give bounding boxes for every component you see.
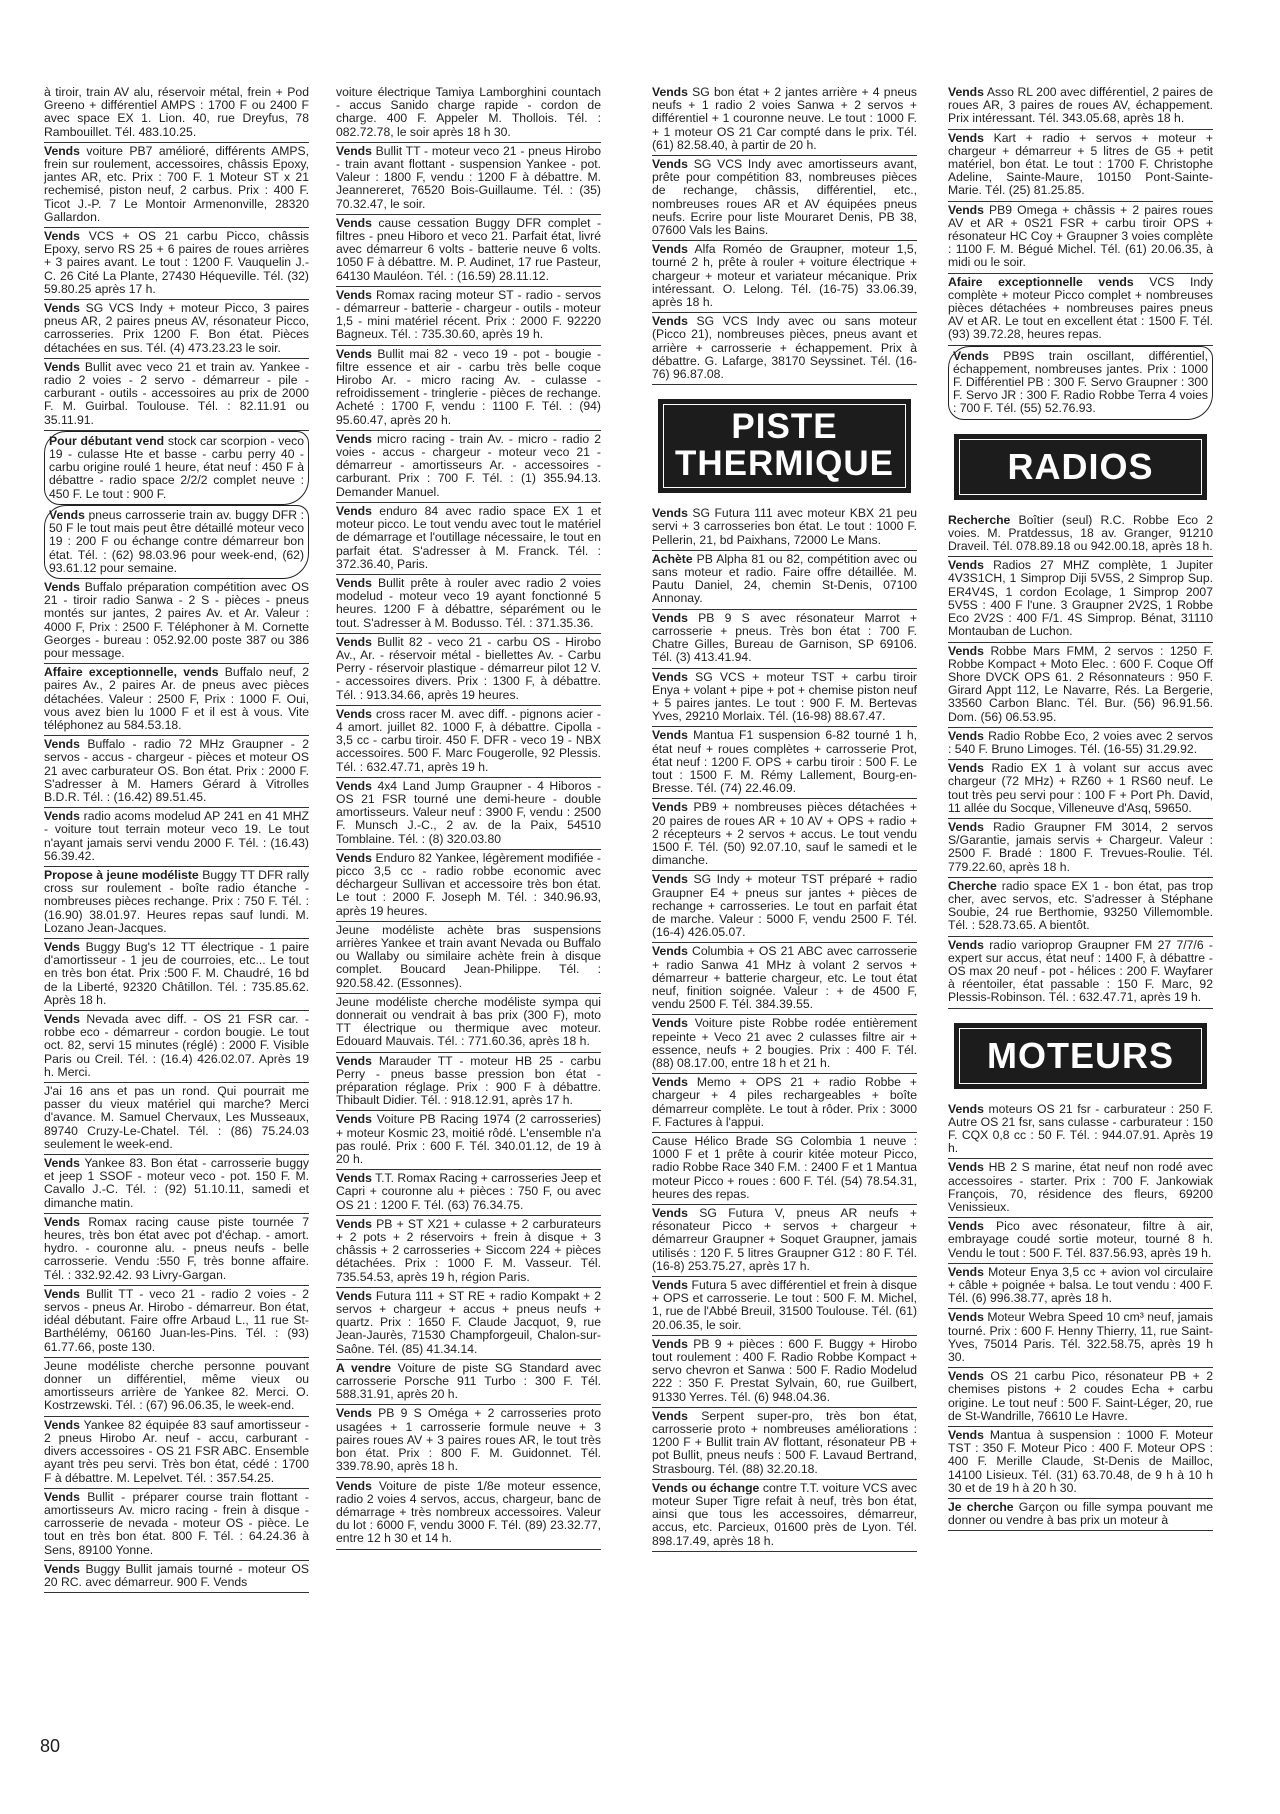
classified-ad bbox=[948, 1218, 1213, 1264]
classified-ad bbox=[336, 84, 601, 143]
ad-text: Bullit 82 - veco 21 - carbu OS - Hirobo Av., Ar. - réservoir métal - biellettes Av. - Carbu Perry - réservoir plastique - démarreur pilot 12 V. - accessoires divers. Prix : 1300 F, à débattre. Tél. : 913.34.66, après 19 heures. bbox=[336, 634, 602, 702]
ad-lead: Vends bbox=[44, 1561, 80, 1576]
classified-ad bbox=[652, 1277, 917, 1336]
classified-ad bbox=[44, 664, 309, 736]
ad-lead: Vends bbox=[652, 1278, 688, 1293]
classified-ad bbox=[336, 431, 601, 503]
ad-text: Robbe Mars FMM, 2 servos : 1250 F. Robbe Kompact + Moto Elec. : 600 F. Coque Off Shore DVCK OPS 61. 2 Résonnateurs : 950 F. Girard Appt 112, Le Navarre, Rés. La Bergerie, 33560 Carbon Blanc. Tél. Bur. (56) 96.91.56. Dom. (56) 06.53.95. bbox=[948, 643, 1213, 724]
classified-ad bbox=[44, 939, 309, 1011]
classified-ad bbox=[44, 579, 309, 664]
ad-text: VCS + OS 21 carbu Picco, châssis Epoxy, servo RS 25 + 6 paires de roues arrières + 3 paires avant. Le tout : 1200 F. Vauquelin J.-C. 26 Cité La Plante, 27430 Héqueville. Tél. (32) 59.80.25 après 17 h. bbox=[44, 229, 309, 296]
ad-text: PB 9 S Oméga + 2 carrosseries proto usagées + 1 carrosserie formule neuve + 3 paires roues AV + 3 paires roues AR, le tout très bon état. Prix : 800 F. M. Guidonnet. Tél. 339.78.90, après 18 h. bbox=[336, 1406, 601, 1474]
ad-lead: Vends bbox=[948, 1369, 984, 1384]
ad-lead: Vends bbox=[336, 1112, 372, 1127]
ad-text: SG VCS Indy avec ou sans moteur (Picco 21), nombreuses pièces, pneus avant et arrière + carrosserie + échappement. Prix à débattre. G. Lafarge, 38170 Seyssinet. Tél. (16-76) 96.87.08. bbox=[652, 314, 918, 382]
ad-text: SG Futura 111 avec moteur KBX 21 peu servi + 3 carrosseries bon état. Le tout : 1000 F. Pellerin, 21, bd Paixhans, 72000 Le Mans. bbox=[652, 506, 918, 547]
ad-text: Voiture PB Racing 1974 (2 carrosseries) + moteur Kosmic 23, moitié rôdé. L'ensemble n'a pas roulé. Prix : 600 F. Tél. 340.01.12, de 19 à 20 h. bbox=[336, 1112, 601, 1167]
classified-ad bbox=[652, 1336, 917, 1408]
classified-ad bbox=[336, 850, 601, 922]
ad-text: HB 2 S marine, état neuf non rodé avec accessoires - starter. Prix : 700 F. Jankowiak François, 70, résidence des fleurs, 69200 Venissieux. bbox=[948, 1160, 1213, 1214]
ad-lead: Vends bbox=[948, 761, 984, 776]
ad-text: T.T. Romax Racing + carrosseries Jeep et Capri + couronne alu + pièces : 750 F, ou avec OS 21 : 1200 F. Tél. (63) 76.34.75. bbox=[336, 1171, 601, 1212]
ad-text: micro racing - train Av. - micro - radio 2 voies - accus - chargeur - moteur veco 21 - démarreur - amortisseurs Ar. - accessoires - carburant. Prix : 700 F. Tél. : (1) 355.94.13. Demander Manuel. bbox=[336, 431, 601, 499]
ad-lead: Vends bbox=[652, 872, 688, 887]
ad-lead: Vends bbox=[336, 1406, 372, 1421]
ad-lead: Vends bbox=[336, 778, 372, 793]
ad-text: Jeune modéliste achète bras suspensions arrières Yankee et train avant Nevada ou Buffalo ou Wallaby ou similaire achète frein à disque complet. Boucard Jean-Philippe. Tél. : 920.58.42. (Essonnes). bbox=[336, 922, 601, 990]
ad-lead: Vends bbox=[948, 202, 984, 217]
ad-lead: Vends bbox=[336, 346, 372, 361]
classified-ad bbox=[948, 728, 1213, 760]
ad-lead: Vends bbox=[652, 1075, 688, 1090]
ad-text: SG Indy + moteur TST préparé + radio Graupner E4 + pneus sur jantes + pièces de rechange + carrosseries. Le tout en parfait état de marche. Valeur : 5000 F, vendu 2500 F. Tél. (16-4) 426.05.07. bbox=[652, 872, 917, 940]
ad-lead: Vends bbox=[652, 242, 688, 257]
classified-ad bbox=[336, 1170, 601, 1216]
classified-ad-circled bbox=[948, 346, 1213, 420]
classified-ad bbox=[948, 1159, 1213, 1218]
ad-text: PB9 + nombreuses pièces détachées + 20 paires de roues AR + 10 AV + OPS + radio + 2 récepteurs + 2 servos + accus. Le tout vendu 1500 F. Tél. (50) 92.07.10, sauf le samedi et le dimanche. bbox=[652, 800, 917, 868]
classified-ad bbox=[652, 84, 917, 156]
classified-ad bbox=[652, 241, 917, 313]
section-banner-line: RADIOS bbox=[1007, 445, 1154, 487]
ad-lead: Recherche bbox=[948, 512, 1011, 527]
ad-text: Voiture de piste 1/8e moteur essence, radio 2 voies 4 servos, accus, chargeur, banc de démarrage + très nombreux accessoires. Valeur du lot : 6000 F, vendu 3000 F. Tél. (89) 23.32.77, entre 12 h 30 et 14 h. bbox=[336, 1478, 601, 1546]
classified-ad bbox=[948, 1264, 1213, 1310]
section-banner-line: PISTE bbox=[731, 407, 838, 447]
classified-ad bbox=[336, 1405, 601, 1477]
ad-lead: Vends bbox=[953, 348, 989, 363]
ad-lead: Vends bbox=[44, 1489, 80, 1504]
ad-text: Radio Graupner FM 3014, 2 servos S/Garantie, jamais servis + Chargeur. Valeur : 2500 F. Bradé : 1800 F. Trevues-Roulie. Tél. 779.22.60, après 18 h. bbox=[948, 819, 1214, 874]
ad-lead: Vends bbox=[44, 229, 80, 244]
ad-lead: Vends bbox=[44, 809, 80, 824]
classified-ad bbox=[44, 143, 309, 228]
classified-ad bbox=[44, 1286, 309, 1358]
classified-ad bbox=[44, 1417, 309, 1489]
classified-ad bbox=[948, 274, 1213, 346]
classified-ad bbox=[948, 643, 1213, 728]
ad-lead: Vends bbox=[948, 643, 984, 658]
classified-ad bbox=[44, 867, 309, 939]
ad-text: radio acoms modelud AP 241 en 41 MHZ - voiture tout terrain moteur veco 19. Le tout n'ayant jamais servi vendu 2000 F. Tél. : (16.43) 56.39.42. bbox=[44, 809, 309, 863]
ad-text: VCS Indy complète + moteur Picco complet + nombreuses pièces détachées + nombreuses paires pneus AV et AR. Le tout en excellent état : 1500 F. Tél. (93) 39.72.28, heures repas. bbox=[948, 274, 1214, 342]
ad-text: Romax racing moteur ST - radio - servos - démarreur - batterie - chargeur - outils - moteur 1,5 - mini matériel récent. Prix : 2000 F. 92220 Bagneux. Tél. : 735.30.60, après 19 h. bbox=[336, 287, 602, 342]
classified-ad bbox=[652, 505, 917, 551]
ad-lead: Vends bbox=[652, 669, 688, 684]
section-banner-line: MOTEURS bbox=[987, 1034, 1174, 1076]
ad-text: PB 9 + pièces : 600 F. Buggy + Hirobo tout roulement : 400 F. Radio Robbe Kompact + servo chevron et Sanwa : 500 F. Radio Modelud 222 : 350 F. Prestat Sylvain, 60, rue Guilbert, 91330 Yerres. Tél. (6) 948.04.36. bbox=[652, 1336, 917, 1404]
section-banner-line: THERMIQUE bbox=[675, 444, 894, 484]
ad-text: Bullit avec veco 21 et train av. Yankee - radio 2 voies - 2 servo - démarreur - pile - carburant - outils - accessoires au prix de 2000 F. M. Guirbal. Toulouse. Tél. : 82.11.91 ou 35.11.91. bbox=[44, 359, 309, 427]
classified-ad bbox=[652, 943, 917, 1015]
classified-ad bbox=[652, 313, 917, 385]
ad-lead: Vends bbox=[652, 1016, 688, 1031]
classified-ad bbox=[44, 84, 309, 143]
ad-text: Mantua F1 suspension 6-82 tourné 1 h, état neuf + roues complètes + carrosserie Prot, état neuf : 1200 F. OPS + carbu tiroir : 500 F. Le tout : 1500 F. M. Rémy Lallement, Bourg-en-Bresse. Tél. (74) 22.46.09. bbox=[652, 728, 917, 796]
ad-text: Bullit mai 82 - veco 19 - pot - bougie - filtre essence et air - carbu très belle coque Hirobo Ar. - micro racing Av. - culasse - refroidissement - tringlerie - pièces de rechange. Acheté : 1700 F, vendu : 1100 F. Tél. : (94) 95.60.47, après 20 h. bbox=[336, 346, 602, 427]
ad-text: Enduro 82 Yankee, légèrement modifiée - picco 3,5 cc - radio robbe economic avec déchargeur Sullivan et accessoire très bon état. Le tout : 2000 F. Joseph M. Tél. : 340.96.93, après 19 heures. bbox=[336, 850, 601, 918]
classified-ad bbox=[336, 994, 601, 1053]
ad-lead: Vends bbox=[948, 728, 984, 743]
ad-lead: Vends bbox=[336, 1216, 372, 1231]
ad-text: OS 21 carbu Pico, résonateur PB + 2 chemises pistons + 2 coudes Echa + carbu origine. Le tout neuf : 500 F. Saint-Léger, 20, rue de St-Wandrille, 76610 Le Havre. bbox=[948, 1369, 1213, 1423]
classified-ad bbox=[948, 1101, 1213, 1160]
classified-ad bbox=[652, 1480, 917, 1552]
ad-lead: Vends bbox=[948, 1264, 984, 1279]
ad-lead: Vends bbox=[44, 1214, 80, 1229]
classified-ad bbox=[336, 503, 601, 575]
ad-text: Jeune modéliste cherche personne pouvant donner un différentiel, même vieux ou amortisseurs arrière de Yankee 82. Merci. O. Kostrzewski. Tél. : (67) 96.06.35, le week-end. bbox=[44, 1358, 309, 1413]
ad-lead: Vends bbox=[652, 800, 688, 815]
classified-ad bbox=[336, 215, 601, 287]
ad-lead: Propose à jeune modéliste bbox=[44, 867, 199, 882]
classified-ad bbox=[336, 1360, 601, 1406]
ad-lead: Vends bbox=[652, 610, 688, 625]
ad-text: Moteur Webra Speed 10 cm³ neuf, jamais tourné. Prix : 600 F. Henny Thierry, 11, rue Saint-Yves, 75014 Paris. Tél. 322.58.75, après 19 h 30. bbox=[948, 1310, 1213, 1365]
ad-text: Buggy Bug's 12 TT électrique - 1 paire d'amortisseur - 1 jeu de courroies, etc... Le tout en très bon état. Prix :500 F. M. Chaudré, 16 bd de la Liberté, 92320 Châtillon. Tél. : 735.85.62. Après 18 h. bbox=[44, 939, 310, 1007]
section-banner bbox=[954, 434, 1207, 500]
ad-lead: Vends bbox=[44, 359, 80, 374]
ad-lead: Je cherche bbox=[948, 1500, 1014, 1515]
classified-ad bbox=[652, 610, 917, 669]
ad-text: Pico avec résonateur, filtre à air, embrayage coudé sortie moteur, tourné 8 h. Vendu le tout : 500 F. Tél. 837.56.93, après 19 h. bbox=[948, 1219, 1214, 1260]
ad-lead: Vends bbox=[44, 143, 80, 158]
ad-lead: Vends bbox=[652, 1408, 688, 1423]
ad-text: cause cessation Buggy DFR complet - filtres - pneu Hiboro et veco 21. Parfait état, livré avec démarreur 6 volts - batterie neuve 6 volts. 1050 F à débattre. M. P. Audinet, 17 rue Pasteur, 64130 Mauléon. Tél. : (16.59) 28.11.12. bbox=[336, 215, 602, 283]
ad-text: PB 9 S avec résonateur Marrot + carrosserie + pneus. Très bon état : 700 F. Chatre Gilles, Bureau de Garnison, SP 69106. Tél. (3) 413.41.94. bbox=[652, 610, 917, 665]
ad-column-4 bbox=[948, 84, 1213, 1531]
classified-ad bbox=[44, 1214, 309, 1286]
classified-ad bbox=[948, 84, 1213, 130]
ad-lead: Vends bbox=[948, 1219, 984, 1234]
classified-ad bbox=[336, 634, 601, 706]
ad-text: SG Futura V, pneus AR neufs + résonateur Picco + servos + chargeur + démarreur Graupner + Soquet Graupner, jamais utilisés : 120 F. 5 litres Graupner G12 : 80 F. Tél. (16-8) 253.75.27, après 17 h. bbox=[652, 1206, 917, 1273]
classified-ad bbox=[44, 1358, 309, 1417]
classified-ad bbox=[652, 1205, 917, 1277]
classified-ad bbox=[948, 819, 1213, 878]
ad-lead: Vends bbox=[948, 1428, 984, 1443]
ad-lead: Vends bbox=[336, 850, 372, 865]
ad-text: Buffalo neuf, 2 paires Av., 2 paires Ar. de pneus avec pièces détachées. Valeur : 2500 F, Prix : 1000 F. Oui, vous avez bien lu 1000 F et il est à vous. Vite téléphonez au 584.53.18. bbox=[44, 665, 310, 732]
ad-text: Bullit prête à rouler avec radio 2 voies modelud - moteur veco 19 ayant fonctionné 5 heures. 1200 F à débattre, séparément ou le tout. S'adresser à M. Bodusso. Tél. : 371.35.36. bbox=[336, 575, 601, 630]
ad-lead: Vends bbox=[652, 1206, 688, 1221]
ad-text: Voiture piste Robbe rodée entièrement repeinte + Veco 21 avec 2 culasses filtre air + essence, neufs + 2 bougies. Prix : 400 F. Tél. (88) 08.17.00, entre 18 h et 21 h. bbox=[652, 1016, 917, 1070]
ad-text: Voiture de piste SG Standard avec carrosserie Porsche 911 Turbo : 300 F. Tél. 588.31.91, après 20 h. bbox=[336, 1360, 602, 1402]
classified-ad bbox=[652, 669, 917, 728]
classified-ad bbox=[44, 808, 309, 867]
ad-text: PB9S train oscillant, différentiel, échappement, nombreuses jantes. Prix : 1000 F. Différentiel PB : 300 F. Servo Graupner : 300 F. Servo JR : 300 F. Radio Robbe Terra 4 voies : 700 F. Tél. (55) 52.76.93. bbox=[953, 348, 1208, 416]
classified-ad bbox=[336, 287, 601, 346]
classified-ad bbox=[948, 760, 1213, 819]
classified-ad bbox=[652, 156, 917, 241]
ad-lead: Vends bbox=[44, 1156, 80, 1171]
ad-lead: Vends bbox=[336, 431, 372, 446]
ad-lead: Vends bbox=[652, 85, 688, 99]
section-banner bbox=[658, 399, 911, 493]
ad-lead: Achète bbox=[652, 551, 693, 566]
classified-ad bbox=[44, 1011, 309, 1083]
classified-ad bbox=[44, 1155, 309, 1214]
classified-ad bbox=[336, 1111, 601, 1170]
ad-text: Moteur Enya 3,5 cc + avion vol circulaire + câble + poignée + balsa. Le tout vendu : 400 F. Tél. (6) 996.38.77, après 18 h. bbox=[948, 1264, 1214, 1306]
ad-text: PB Alpha 81 ou 82, compétition avec ou sans moteur et radio. Faire offre détaillée. M. Pautu Daniel, 24, chemin St-Denis, 07100 Annonay. bbox=[652, 551, 918, 606]
ad-text: radio space EX 1 - bon état, pas trop cher, avec servos, etc. S'adresser à Stéphane Soubie, 24 rue Berthomie, 93250 Villemomble. Tél. : 528.73.65. A bientôt. bbox=[948, 878, 1213, 933]
ad-text: Buffalo préparation compétition avec OS 21 - tiroir radio Sanwa - 2 S - pièces - pneus montés sur jantes, 2 paires Av. et Ar. Valeur : 4000 F, Prix : 2500 F. Téléphoner à M. Cornette Georges - bureau : 052.92.00 poste 387 ou 386 pour message. bbox=[44, 579, 309, 660]
ad-text: radio varioprop Graupner FM 27 7/7/6 - expert sur accus, état neuf : 1400 F, à débattre - OS max 20 neuf - pot - hélices : 200 F. Wayfarer à réentoiler, état passable : 150 F. Marc, 92 Plessis-Robinson. Tél. : 632.47.71, après 19 h. bbox=[948, 937, 1213, 1005]
ad-text: Romax racing cause piste tournée 7 heures, très bon état avec pot d'échap. - amort. hydro. - couronne alu. - pneus neufs - belle carrosserie. Vendu :550 F, très bonne affaire. Tél. : 332.92.42. 93 Livry-Gargan. bbox=[44, 1214, 310, 1282]
classified-ad bbox=[948, 1368, 1213, 1427]
ad-lead: Vends bbox=[336, 1288, 372, 1303]
ad-lead: Afaire exceptionnelle vends bbox=[948, 274, 1134, 289]
ad-lead: Vends bbox=[336, 575, 372, 590]
classified-ad bbox=[336, 922, 601, 994]
ad-text: stock car scorpion - veco 19 - culasse Hte et basse - carbu perry 40 - carbu origine roulé 1 heure, état neuf : 450 F à débattre - radio space 2/2/2 complet neuve : 450 F. Le tout : 900 F. bbox=[49, 433, 304, 501]
classified-ad bbox=[652, 1074, 917, 1133]
ad-lead: Vends bbox=[336, 1053, 372, 1068]
ad-text: Radios 27 MHZ complète, 1 Jupiter 4V3S1CH, 1 Simprop Diji 5V5S, 2 Simprop Sup. ER4V4S, 1 cordon Ecolage, 1 Simprop 2007 5V5S : 400 F l'une. 3 Graupner 2V2S, 1 Robbe Eco 2V2S : 400 F/1. 4S Simprop. Bénat, 31110 Montauban de Luchon. bbox=[948, 558, 1213, 639]
ad-text: Kart + radio + servos + moteur + chargeur + démarreur + 5 litres de G5 + petit matériel, bon état. Le tout : 1700 F. Christophe Adeline, Sainte-Maure, 10150 Pont-Sainte-Marie. Tél. (25) 81.25.85. bbox=[948, 130, 1213, 198]
classified-ad bbox=[948, 557, 1213, 642]
ad-text: moteurs OS 21 fsr - carburateur : 250 F. Autre OS 21 fsr, sans culasse - carburateur : 150 F. CQX 0,8 cc : 50 F. Tél. : 944.07.91. Après 19 h. bbox=[948, 1101, 1213, 1156]
ad-text: SG VCS + moteur TST + carbu tiroir Enya + volant + pipe + pot + chemise piston neuf + 5 paires jantes. Le tout : 900 F. M. Bertevas Yves, 29210 Morlaix. Tél. (16-98) 88.67.47. bbox=[652, 669, 917, 724]
classified-ad bbox=[336, 1216, 601, 1288]
ad-lead: Vends bbox=[44, 737, 80, 752]
ad-text: Yankee 83. Bon état - carrosserie buggy et jeep 1 SSOF - moteur veco - pot. 150 F. M. Cavallo J.-C. Tél. : (92) 51.10.11, samedi et dimanche matin. bbox=[44, 1156, 309, 1210]
ad-text: enduro 84 avec radio space EX 1 et moteur picco. Le tout vendu avec tout le matériel de démarrage et l'outillage nécessaire, le tout en parfait état. S'adresser à M. Franck. Tél. : 372.36.40, Paris. bbox=[336, 503, 602, 571]
ad-lead: Vends bbox=[336, 503, 372, 518]
ad-text: Alfa Roméo de Graupner, moteur 1,5, tourné 2 h, prête à rouler + voiture électrique + chargeur + moteur et variateur mécanique. Prix intéressant. O. Lelong. Tél. (16-75) 33.06.39, après 18 h. bbox=[652, 242, 917, 310]
classified-ad bbox=[44, 1083, 309, 1155]
ad-lead: Pour débutant vend bbox=[49, 433, 165, 448]
ad-lead: Vends bbox=[336, 287, 372, 302]
classified-ad bbox=[44, 359, 309, 431]
ad-text: Buggy Bullit jamais tourné - moteur OS 20 RC. avec démarreur. 900 F. Vends bbox=[44, 1561, 309, 1589]
ad-lead: Vends bbox=[44, 939, 80, 954]
ad-text: PB9 Omega + châssis + 2 paires roues AV et AR + 0S21 FSR + carbu tiroir OPS + résonateur HC Coy + Graupner 3 voies complète : 1100 F. M. Bégué Michel. Tél. (61) 20.06.35, à midi ou le soir. bbox=[948, 202, 1213, 270]
classified-ad-circled bbox=[44, 431, 309, 505]
ad-lead: Vends bbox=[652, 944, 688, 959]
ad-lead: Vends ou échange bbox=[652, 1480, 760, 1495]
ad-column-2 bbox=[336, 84, 601, 1550]
ad-text: Radio Robbe Eco, 2 voies avec 2 servos : 540 F. Bruno Limoges. Tél. (16-55) 31.29.92. bbox=[948, 728, 1213, 756]
ad-lead: Vends bbox=[336, 143, 372, 158]
ad-lead: Vends bbox=[948, 130, 984, 145]
ad-lead: Vends bbox=[948, 1310, 984, 1325]
ad-lead: Vends bbox=[652, 728, 688, 743]
ad-text: Buffalo - radio 72 MHz Graupner - 2 servos - accus - chargeur - pièces et moteur OS 21 avec carburateur OS. Bon état. Prix : 2000 F. S'adresser à M. Hamers Gérard à Vitrolles B.D.R. Tél. : (16.42) 89.51.45. bbox=[44, 737, 310, 804]
ad-text: Columbia + OS 21 ABC avec carrosserie + radio Sanwa 41 MHz à volant 2 servos + démarreur + batterie chargeur, etc. Le tout état neuf, finition soignée. Valeur : + de 4500 F, vendu 2500 F. Tél. 384.39.55. bbox=[652, 944, 917, 1012]
classified-ad bbox=[336, 346, 601, 431]
ad-lead: Vends bbox=[336, 634, 372, 649]
ad-text: Jeune modéliste cherche modéliste sympa qui donnerait ou vendrait à bas prix (300 F), moto TT électrique ou thermique avec moteur. Edouard Mauvais. Tél. : 771.60.36, après 18 h. bbox=[336, 994, 601, 1049]
classified-ad bbox=[948, 512, 1213, 558]
classified-ad bbox=[336, 706, 601, 778]
ad-text: Memo + OPS 21 + radio Robbe + chargeur + 4 piles rechargeables + boîte démarreur complète. Le tout à rôder. Prix : 3000 F. Factures à l'appui. bbox=[652, 1075, 917, 1129]
classified-ad bbox=[336, 1053, 601, 1112]
ad-lead: Vends bbox=[336, 706, 372, 721]
ad-text: Bullit - préparer course train flottant - amortisseurs Av. micro racing - frein à disque - carrosserie de nevada - moteur OS - pièce. Le tout en très bon état. 800 F. Tél. : 64.24.36 à Sens, 89100 Yonne. bbox=[44, 1489, 309, 1557]
ad-lead: Vends bbox=[44, 301, 80, 316]
ad-lead: Vends bbox=[44, 1286, 80, 1301]
classified-ad bbox=[948, 202, 1213, 274]
ad-text: SG VCS Indy + moteur Picco, 3 paires pneus AR, 2 paires pneus AV, résonateur Picco, carrosseries. Prix 1200 F. Bon état. Pièces détachées en sus. Tél. (4) 473.23.23 le soir. bbox=[44, 301, 309, 355]
ad-lead: Vends bbox=[336, 1478, 372, 1493]
ad-lead: Vends bbox=[948, 1160, 984, 1175]
ad-lead: Vends bbox=[652, 314, 688, 329]
classified-ad bbox=[652, 1408, 917, 1480]
ad-text: Nevada avec diff. - OS 21 FSR car. - robbe eco - démarreur - cordon bougie. Le tout oct. 82, servi 15 minutes (réglé) : 2000 F. Visible Paris ou Creil. Tél. : (16.4) 426.02.07. Après 19 h. Merci. bbox=[44, 1012, 309, 1079]
ad-lead: Vends bbox=[44, 1012, 80, 1026]
classified-ad bbox=[336, 1478, 601, 1550]
ad-lead: Vends bbox=[948, 937, 984, 952]
classified-ad bbox=[652, 1015, 917, 1074]
ad-text: SG VCS Indy avec amortisseurs avant, prête pour compétition 83, nombreuses pièces de rechange, châssis, différentiel, etc., nombreuses roues AR et AV équipées pneus neufs. Ecrire pour liste Mouraret Denis, PB 38, 07600 Vals les Bains. bbox=[652, 157, 917, 238]
ad-text: Yankee 82 équipée 83 sauf amortisseur - 2 pneus Hirobo Ar. neuf - accu, carburant - divers accessoires - OS 21 FSR ABC. Ensemble ayant très peu servi. Très bon état, cédé : 1700 F à débattre. M. Lepelvet. Tél. : 357.54.25. bbox=[44, 1417, 309, 1485]
ad-text: 4x4 Land Jump Graupner - 4 Hiboros - OS 21 FSR tourné une demi-heure - double amortisseurs. Valeur neuf : 3900 F, vendu : 2500 F. Munsch J.-C., 2 av. de la Paix, 54510 Tomblaine. Tél. : (8) 320.03.80 bbox=[336, 778, 601, 846]
ad-text: Boîtier (seul) R.C. Robbe Eco 2 voies. M. Pratdessus, 18 av. Granger, 91210 Draveil. Tél. 078.89.18 ou 942.00.18, après 18 h. bbox=[948, 512, 1213, 554]
classified-ad bbox=[948, 130, 1213, 202]
classified-ad bbox=[44, 1561, 309, 1593]
ad-lead: Vends bbox=[948, 1101, 984, 1116]
section-banner bbox=[954, 1023, 1207, 1089]
classified-ad-circled bbox=[44, 505, 309, 579]
classified-ad bbox=[336, 143, 601, 215]
ad-lead: Vends bbox=[948, 558, 984, 573]
ad-text: à tiroir, train AV alu, réservoir métal, frein + Pod Greeno + différentiel AMPS : 1700 F ou 2400 F avec space EX 1. Lion. 40, rue Dreyfus, 78 Rambouillet. Tél. 483.10.25. bbox=[44, 85, 309, 139]
ad-text: Serpent super-pro, très bon état, carrosserie proto + nombreuses améliorations : 1200 F + Bullit train AV flottant, résonateur PB + pot Bullit, pneus neufs : 500 F. Lavaud Bertrand, Strasbourg. Tél. (88) 32.20.18. bbox=[652, 1408, 917, 1476]
ad-text: Cause Hélico Brade SG Colombia 1 neuve : 1000 F et 1 prête à courir kitée moteur Picco, radio Robbe Race 340 F.M. : 2400 F et 1 Mantua moteur Picco + roues : 600 F. Tél. (54) 78.54.31, heures des repas. bbox=[652, 1134, 917, 1201]
ad-column-3 bbox=[652, 84, 917, 1552]
ad-text: Futura 5 avec différentiel et frein à disque + OPS et carrosserie. Le tout : 500 F. M. Michel, 1, rue de l'Abbé Breuil, 31500 Toulouse. Tél. (61) 20.06.35, le soir. bbox=[652, 1278, 918, 1332]
classified-ad bbox=[44, 1489, 309, 1561]
ad-lead: Affaire exceptionnelle, vends bbox=[44, 665, 219, 680]
ad-lead: Vends bbox=[652, 1336, 688, 1351]
ad-text: Bullit TT - veco 21 - radio 2 voies - 2 servos - pneus Ar. Hirobo - démarreur. Bon état, idéal débutant. Faire offre Arbaud L., 11 rue St-Barthélémy, 06160 Juan-les-Pins. Tél. : (93) 61.77.66, poste 130. bbox=[44, 1286, 309, 1354]
ad-text: Radio EX 1 à volant sur accus avec chargeur (72 MHz) + RZ60 + 1 RS60 neuf. Le tout très peu servi pour : 100 F + Port Ph. David, 11 allée du Socque, Villeneuve d'Asq, 59650. bbox=[948, 761, 1213, 815]
ad-text: cross racer M. avec diff. - pignons acier - 4 amort. juillet 82. 1000 F, à débattre. Cipolla - 3,5 cc - carbu tiroir. 450 F. DFR - veco 19 - NBX accessoires. 500 F. Marc Fougerolle, 92 Plessis. Tél. : 632.47.71, après 19 h. bbox=[336, 706, 601, 774]
classified-ad bbox=[948, 878, 1213, 937]
ad-lead: Vends bbox=[44, 1417, 80, 1432]
ad-lead: Vends bbox=[44, 579, 80, 594]
classified-ad bbox=[652, 799, 917, 871]
ad-lead: A vendre bbox=[336, 1360, 391, 1375]
ad-text: Bullit TT - moteur veco 21 - pneus Hirobo - train avant flottant - suspension Yankee - pot. Valeur : 1800 F, vendu : 1200 F à débattre. M. Jeannereret, 76520 Bois-Guillaume. Tél. : (35) 70.32.47, le soir. bbox=[336, 143, 601, 211]
ad-lead: Vends bbox=[652, 506, 688, 521]
ad-text: voiture électrique Tamiya Lamborghini countach - accus Sanido charge rapide - cordon de charge. 400 F. Appeler M. Thollois. Tél. : 082.72.78, le soir après 18 h 30. bbox=[336, 85, 601, 139]
ad-text: PB + ST X21 + culasse + 2 carburateurs + 2 pots + 2 réservoirs + frein à disque + 3 châssis + 2 carrosseries + Siccom 224 + pièces détachées. Prix : 1000 F. M. Vasseur. Tél. 735.54.53, après 19 h, région Paris. bbox=[336, 1216, 601, 1284]
classified-ad bbox=[948, 1499, 1213, 1531]
ad-lead: Vends bbox=[948, 819, 984, 834]
classified-ad bbox=[652, 551, 917, 610]
ad-text: J'ai 16 ans et pas un rond. Qui pourrait me passer du vieux matériel qui marche? Merci d'avance. M. Samuel Chervaux, Les Musseaux, 89740 Cruzy-Le-Chatel. Tél. : (86) 75.24.03 seulement le week-end. bbox=[44, 1084, 309, 1151]
ad-lead: Cherche bbox=[948, 878, 997, 893]
ad-column-1 bbox=[44, 84, 309, 1593]
classified-ad bbox=[652, 1133, 917, 1205]
ad-lead: Vends bbox=[336, 215, 372, 230]
ad-lead: Vends bbox=[948, 85, 984, 99]
classified-ad bbox=[948, 1309, 1213, 1368]
ad-text: Marauder TT - moteur HB 25 - carbu Perry - pneus basse pression bon état - préparation réglage. Prix : 900 F à débattre. Thibault Didier. Tél. : 918.12.91, après 17 h. bbox=[336, 1053, 601, 1108]
ad-text: Garçon ou fille sympa pouvant me donner ou vendre à bas prix un moteur à bbox=[948, 1500, 1214, 1528]
ad-text: pneus carrosserie train av. buggy DFR : 50 F le tout mais peut être détaillé moteur veco 19 : 200 F ou échange contre démarreur bon état. Tél. : (62) 98.03.96 pour week-end, (62) 93.61.12 pour semaine. bbox=[49, 507, 304, 575]
ad-lead: Vends bbox=[336, 1171, 372, 1186]
classified-ad bbox=[44, 228, 309, 300]
ad-text: SG bon état + 2 jantes arrière + 4 pneus neufs + 1 radio 2 voies Sanwa + 2 servos + différentiel + 1 couronne neuve. Le tout : 1000 F. + 1 moteur OS 21 Car compté dans le prix. Tél. (61) 82.58.40, à partir de 20 h. bbox=[652, 85, 918, 152]
page-number: 80 bbox=[40, 1736, 61, 1756]
classified-ad bbox=[44, 300, 309, 359]
ad-text: voiture PB7 amélioré, différents AMPS, frein sur roulement, accessoires, châssis Epoxy, jantes AR, etc. Prix : 700 F. 1 Moteur ST x 21 rechemisé, piston neuf, 2 carbus. Prix : 400 F. Ticot J.-P. 7 Le Montoir Armenonville, 28320 Gallardon. bbox=[44, 143, 309, 224]
classified-ad bbox=[652, 727, 917, 799]
classified-ad bbox=[44, 736, 309, 808]
classified-ad bbox=[652, 871, 917, 943]
classified-ad bbox=[948, 937, 1213, 1009]
ad-text: Buggy TT DFR rally cross sur roulement - boîte radio étanche - nombreuses pièces rechange. Prix : 750 F. Tél. : (16.90) 38.01.97. Heures repas sauf lundi. M. Lozano Jean-Jacques. bbox=[44, 867, 310, 935]
ad-text: contre T.T. voiture VCS avec moteur Super Tigre refait à neuf, très bon état, ainsi que tous les accessoires, démarreur, accus, etc. Parcieux, 01600 près de Lyon. Tél. 898.17.49, après 18 h. bbox=[652, 1480, 917, 1548]
ad-lead: Vends bbox=[652, 157, 688, 172]
ad-lead: Vends bbox=[49, 507, 85, 522]
classified-ad bbox=[948, 1427, 1213, 1499]
ad-text: Asso RL 200 avec différentiel, 2 paires de roues AR, 3 paires de roues AV, échappement. Prix intéressant. Tél. 343.05.68, après 18 h. bbox=[948, 85, 1213, 126]
classified-ad bbox=[336, 1288, 601, 1360]
ad-text: Futura 111 + ST RE + radio Kompakt + 2 servos + chargeur + accus + pneus neufs + quartz. Prix : 1650 F. Claude Jacquot, 9, rue Jean-Jaurès, 71530 Champforgeuil, Chalon-sur-Saône. Tél. (85) 41.34.14. bbox=[336, 1288, 601, 1356]
classified-ad bbox=[336, 575, 601, 634]
classified-ad bbox=[336, 778, 601, 850]
ad-text: Mantua à suspension : 1000 F. Moteur TST : 350 F. Moteur Pico : 400 F. Moteur OPS : 400 F. Merille Claude, St-Denis de Mailloc, 14100 Lisieux. Tél. (31) 63.70.48, de 9 h à 10 h 30 et de 19 h à 20 h 30. bbox=[948, 1428, 1213, 1495]
